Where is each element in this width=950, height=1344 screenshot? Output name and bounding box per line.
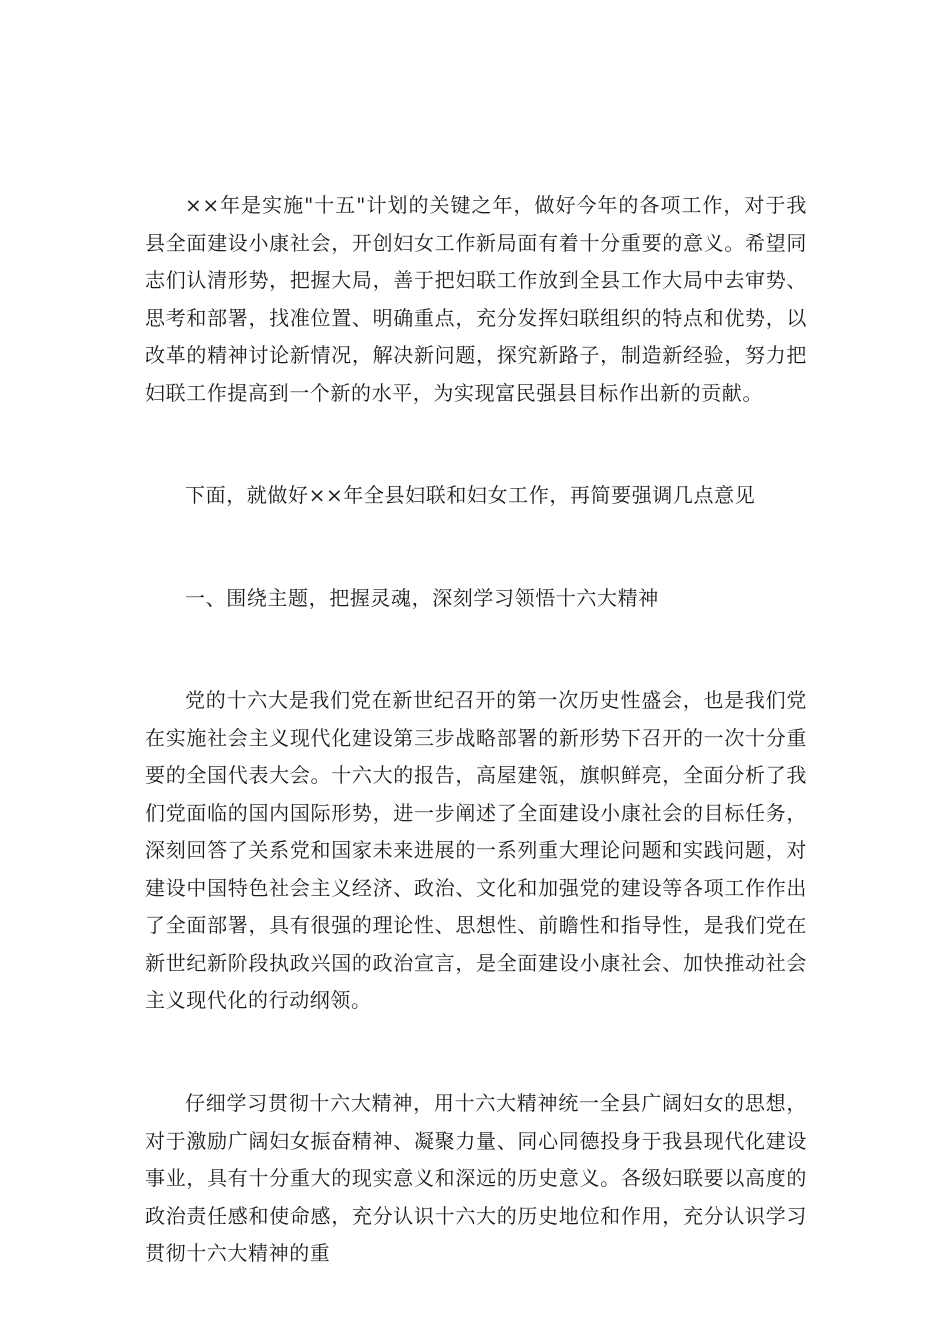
paragraph-sixteenth-congress: 党的十六大是我们党在新世纪召开的第一次历史性盛会，也是我们党在实施社会主义现代化建设第三步战略部署的新形势下召开的一次十分重要的全国代表大会。十六大的报告，高屋建瓴，旗帜鲜亮，全面分析了我们党面临的国内国际形势，进一步阐述了全面建设小康社会的目标任务，深刻回答了关系党和国家未来进展的一系列重大理论问题和实践问题，对建设中国特色社会主义经济、政治、文化和加强党的建设等各项工作作出了全面部署，具有很强的理论性、思想性、前瞻性和指导性，是我们党在新世纪新阶段执政兴国的政治宣言，是全面建设小康社会、加快推动社会主义现代化的行动纲领。 <box>145 688 807 1012</box>
paragraph-intro-opinions: 下面，就做好××年全县妇联和妇女工作，再简要强调几点意见 <box>185 483 756 507</box>
paragraph-study-spirit: 仔细学习贯彻十六大精神，用十六大精神统一全县广阔妇女的思想，对于激励广阔妇女振奋精神、凝聚力量、同心同德投身于我县现代化建设事业，具有十分重大的现实意义和深远的历史意义。各级妇联要以高度的政治责任感和使命感，充分认识十六大的历史地位和作用，充分认识学习贯彻十六大精神的重 <box>145 1091 807 1265</box>
paragraph-work-significance: ××年是实施"十五"计划的关键之年，做好今年的各项工作，对于我县全面建设小康社会，开创妇女工作新局面有着十分重要的意义。希望同志们认清形势，把握大局，善于把妇联工作放到全县工作大局中去审势、思考和部署，找准位置、明确重点，充分发挥妇联组织的特点和优势，以改革的精神讨论新情况，解决新问题，探究新路子，制造新经验，努力把妇联工作提高到一个新的水平，为实现富民强县目标作出新的贡献。 <box>145 193 807 405</box>
section-heading-one: 一、围绕主题，把握灵魂，深刻学习领悟十六大精神 <box>185 586 659 610</box>
